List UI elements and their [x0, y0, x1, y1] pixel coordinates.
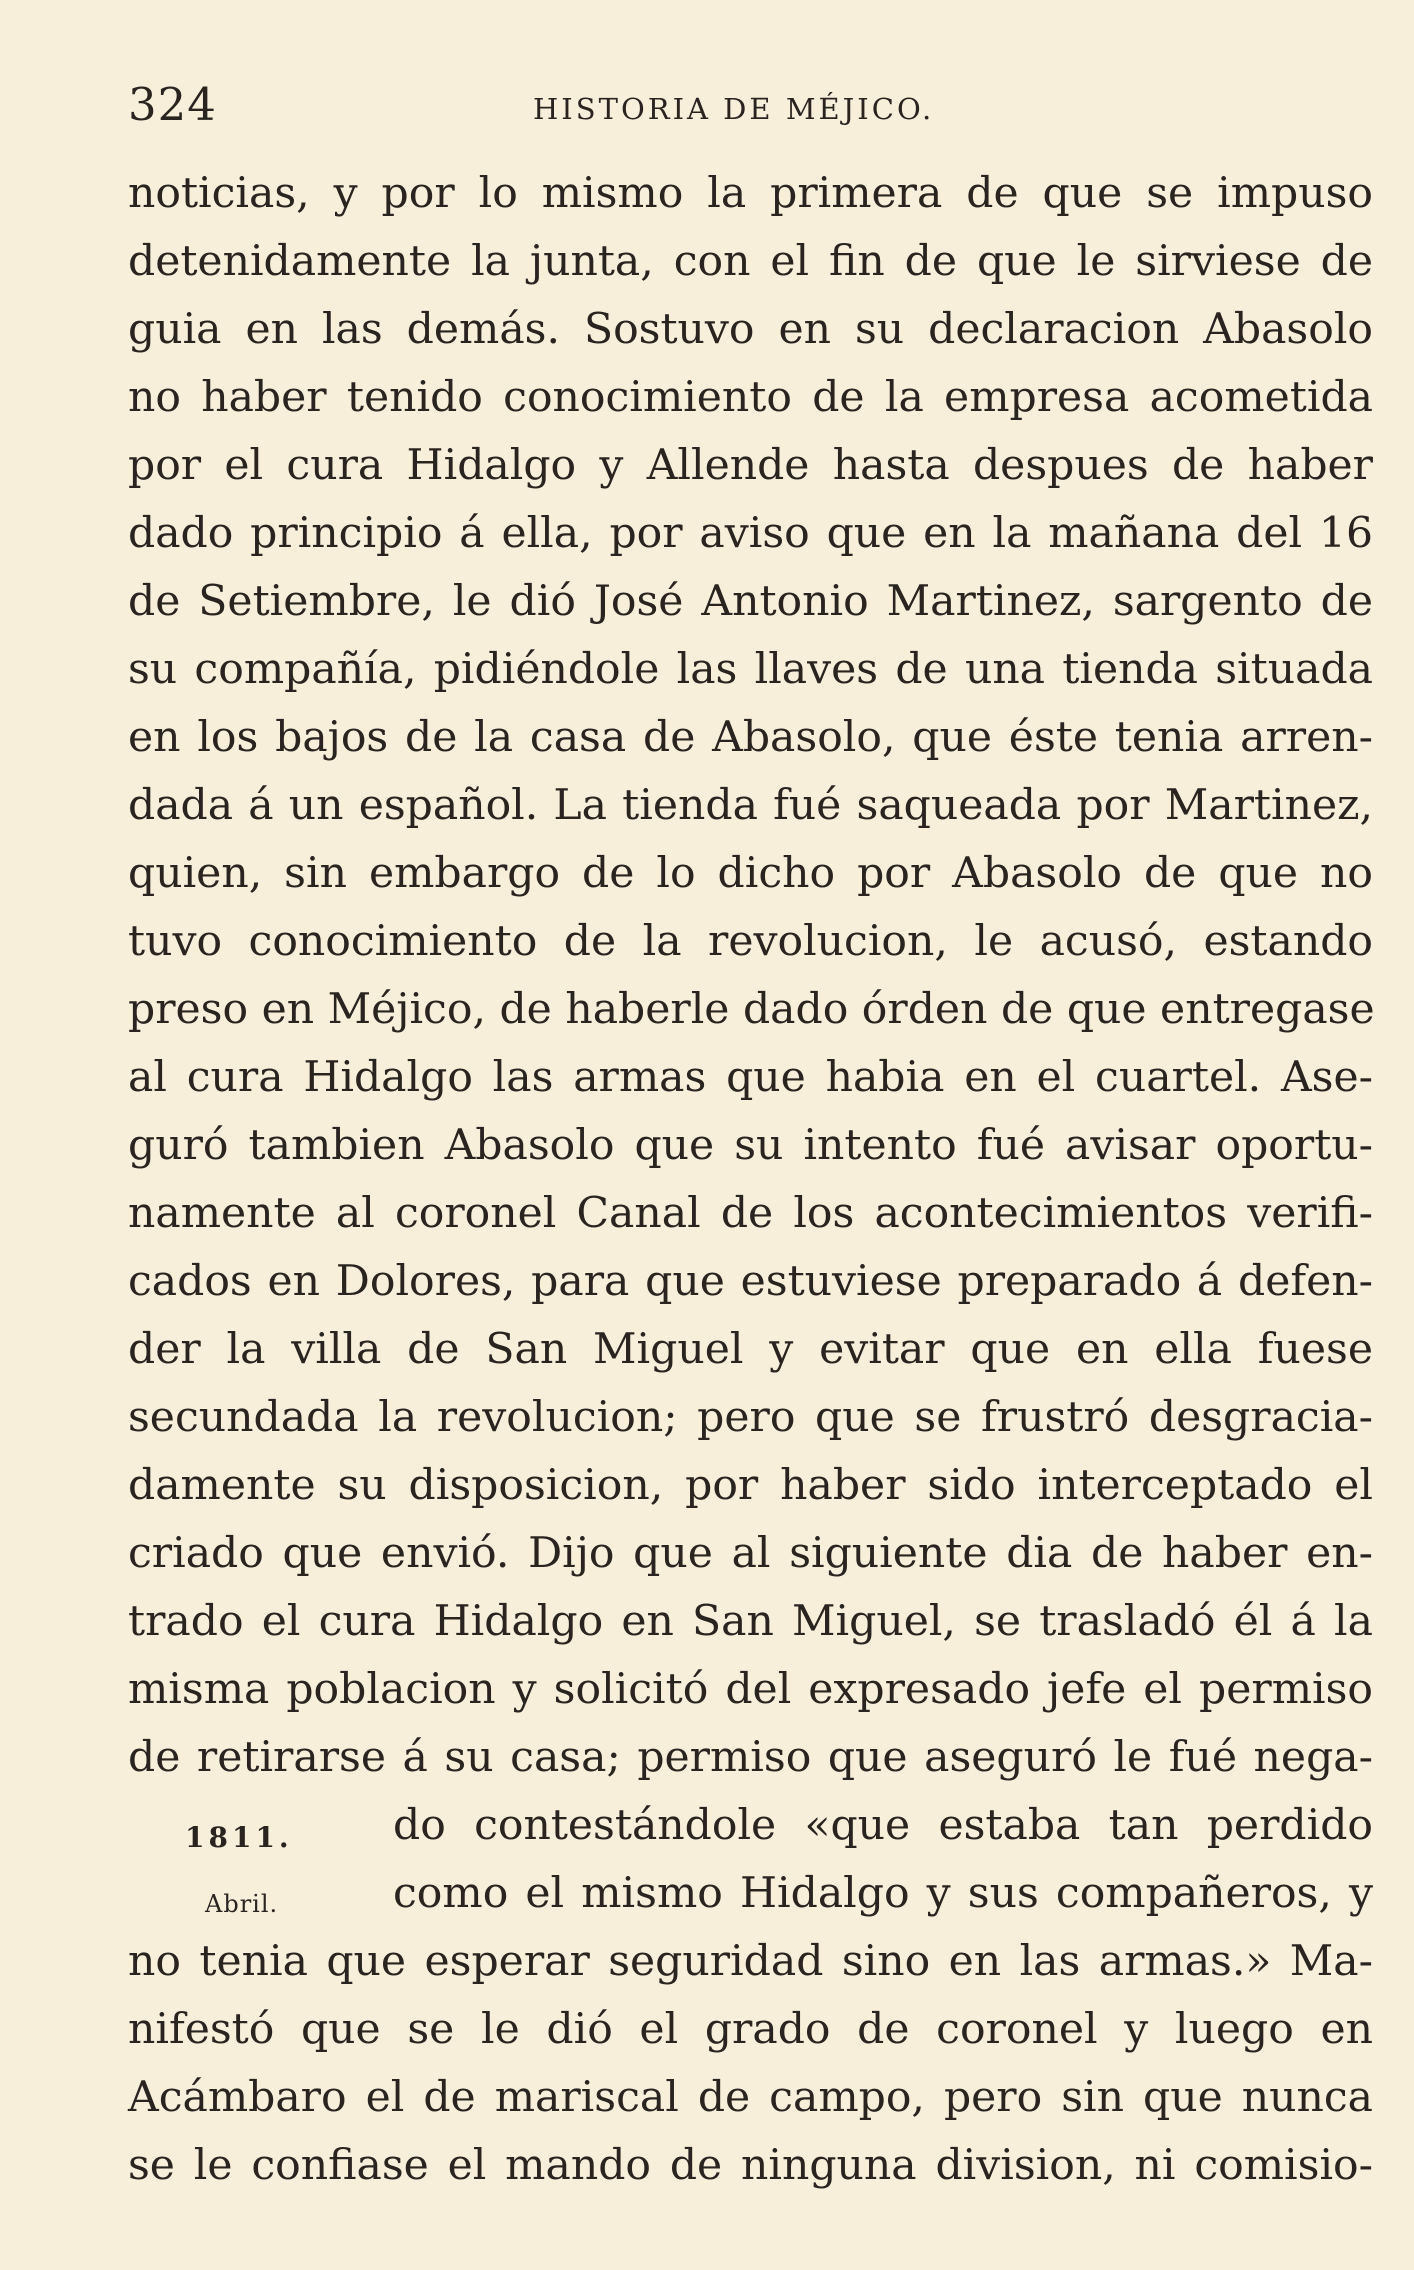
text-line: criado que envió. Dijo que al siguiente dia de haber en- [128, 1529, 1373, 1578]
text-line: al cura Hidalgo las armas que habia en el cuartel. Ase- [128, 1053, 1373, 1102]
text-line: no haber tenido conocimiento de la empresa acometida [128, 373, 1373, 422]
text-line: por el cura Hidalgo y Allende hasta despues de haber [128, 441, 1373, 490]
text-line: quien, sin embargo de lo dicho por Abasolo de que no [128, 849, 1373, 898]
text-line: guia en las demás. Sostuvo en su declaracion Abasolo [128, 305, 1373, 354]
page-number: 324 [128, 78, 217, 131]
body-text [128, 160, 1373, 2200]
text-line: tuvo conocimiento de la revolucion, le acusó, estando [128, 917, 1373, 966]
page-header [128, 78, 1358, 138]
text-line: de Setiembre, le dió José Antonio Martinez, sargento de [128, 577, 1373, 626]
text-line: en los bajos de la casa de Abasolo, que éste tenia arren- [128, 713, 1373, 762]
text-line: cados en Dolores, para que estuviese preparado á defen- [128, 1257, 1373, 1306]
text-line: secundada la revolucion; pero que se frustró desgracia- [128, 1393, 1373, 1442]
text-line: detenidamente la junta, con el fin de que le sirviese de [128, 237, 1373, 286]
text-line: dado principio á ella, por aviso que en la mañana del 16 [128, 509, 1373, 558]
text-line: misma poblacion y solicitó del expresado jefe el permiso [128, 1665, 1373, 1714]
running-head: HISTORIA DE MÉJICO. [533, 92, 935, 126]
text-line: de retirarse á su casa; permiso que aseguró le fué nega- [128, 1733, 1373, 1782]
text-line-indented: do contestándole «que estaba tan perdido [393, 1801, 1373, 1850]
text-line: dada á un español. La tienda fué saqueada por Martinez, [128, 781, 1373, 830]
text-line: der la villa de San Miguel y evitar que en ella fuese [128, 1325, 1373, 1374]
text-line: damente su disposicion, por haber sido interceptado el [128, 1461, 1373, 1510]
margin-note-month: Abril. [205, 1890, 279, 1918]
text-line: preso en Méjico, de haberle dado órden de que entregase [128, 985, 1375, 1034]
text-line: su compañía, pidiéndole las llaves de una tienda situada [128, 645, 1373, 694]
text-line: trado el cura Hidalgo en San Miguel, se trasladó él á la [128, 1597, 1373, 1646]
text-line: nifestó que se le dió el grado de coronel y luego en [128, 2005, 1373, 2054]
text-line: no tenia que esperar seguridad sino en las armas.» Ma- [128, 1937, 1373, 1986]
text-line: guró tambien Abasolo que su intento fué avisar oportu- [128, 1121, 1373, 1170]
margin-note-year: 1811. [185, 1821, 293, 1854]
text-line-indented: como el mismo Hidalgo y sus compañeros, y [393, 1869, 1373, 1918]
text-line: namente al coronel Canal de los acontecimientos verifi- [128, 1189, 1373, 1238]
text-line: Acámbaro el de mariscal de campo, pero sin que nunca [128, 2073, 1373, 2122]
text-line: se le confiase el mando de ninguna division, ni comisio- [128, 2141, 1373, 2190]
text-line: noticias, y por lo mismo la primera de que se impuso [128, 169, 1373, 218]
